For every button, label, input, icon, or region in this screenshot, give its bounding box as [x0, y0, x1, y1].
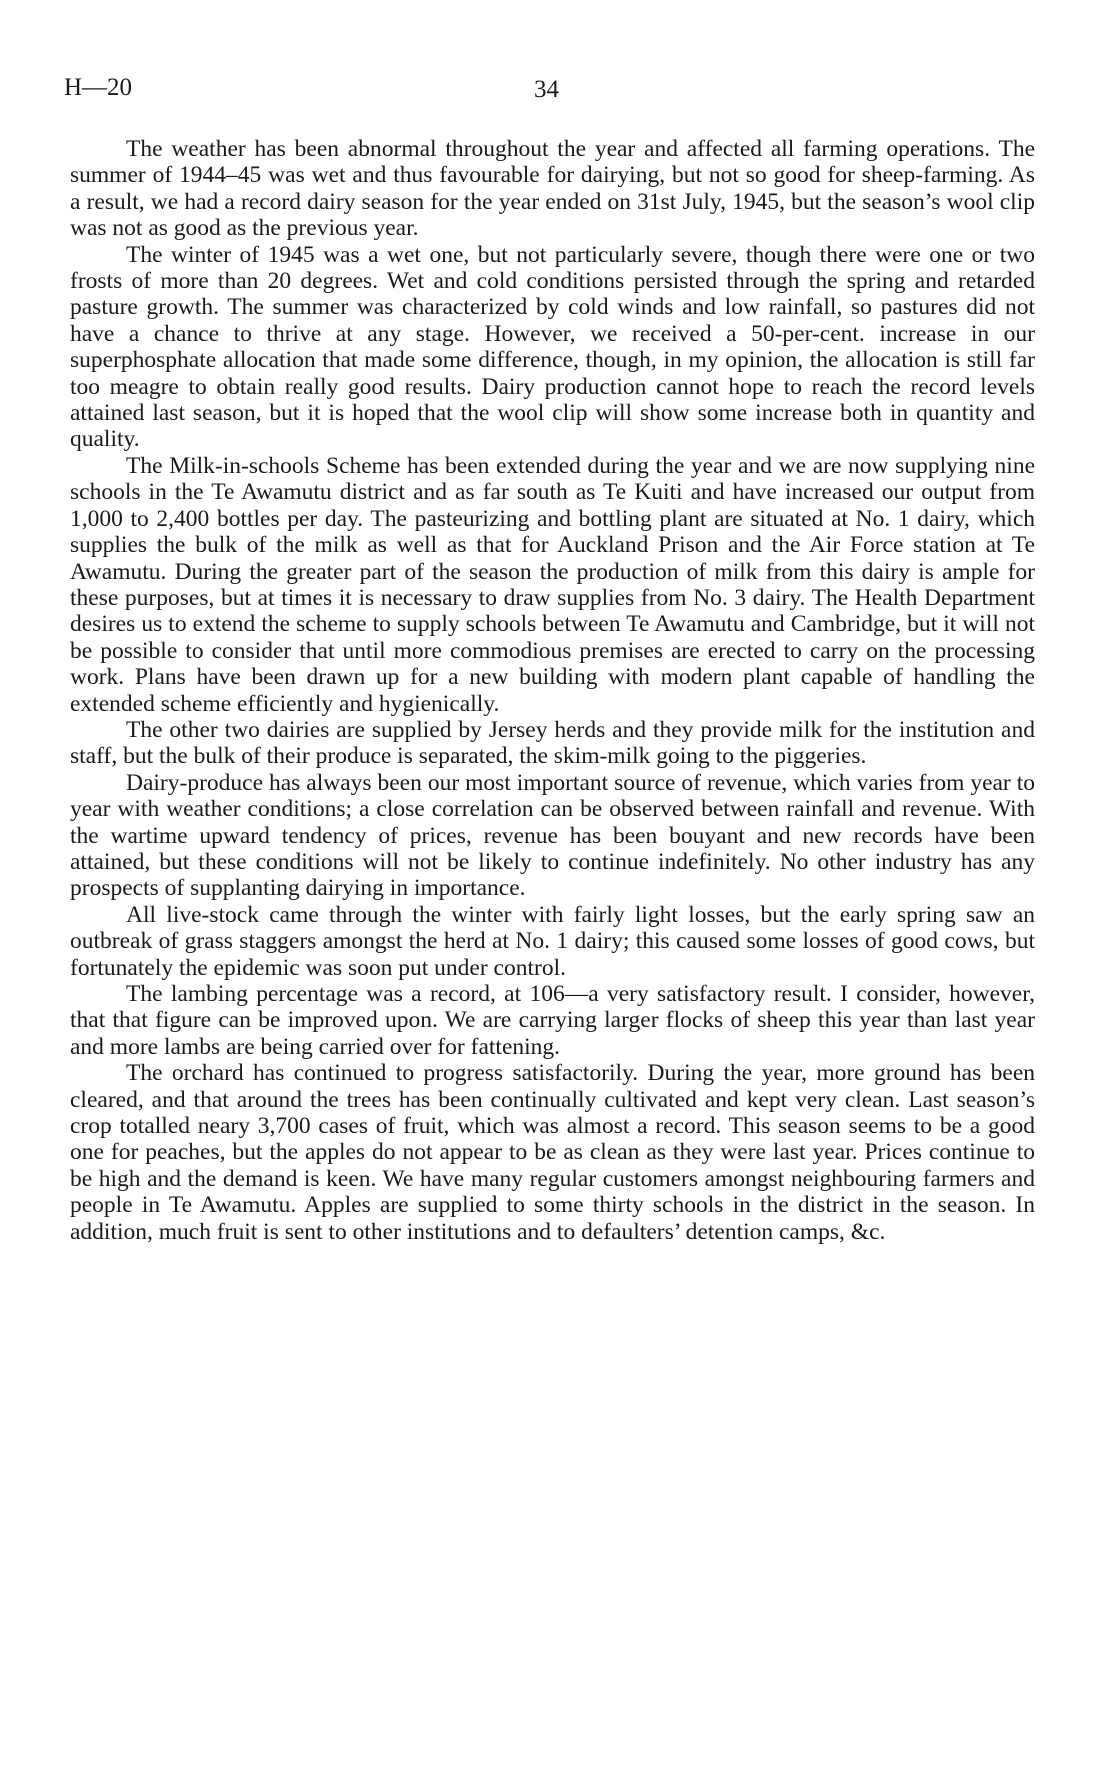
paragraph-live-stock: All live-stock came through the winter with fairly light losses, but the early spring saw an outbreak of grass staggers amongst the herd at No. 1 dairy; this caused some losses of good cows, but fortunately the epidemic was soon put under control. — [70, 901, 1035, 981]
page-number: 34 — [534, 76, 559, 103]
paragraph-orchard: The orchard has continued to progress satisfactorily. During the year, more ground has been cleared, and that around the trees has been continually cultivated and kept very clean. Last season’s crop totalled neary 3,700 cases of fruit, which was almost a record. This season seems to be a good one for peaches, but the apples do not appear to be as clean as they were last year. Prices continue to be high and the demand is keen. We have many regular customers amongst neighbouring farmers and people in Te Awamutu. Apples are supplied to some thirty schools in the district in the season. In addition, much fruit is sent to other institutions and to defaulters’ detention camps, &c. — [70, 1060, 1035, 1245]
paragraph-lambing: The lambing percentage was a record, at 106—a very satisfactory result. I consider, however, that that figure can be improved upon. We are carrying larger flocks of sheep this year than last year and more lambs are being carried over for fattening. — [70, 981, 1035, 1060]
paragraph-weather: The weather has been abnormal throughout the year and affected all farming operations. The summer of 1944–45 was wet and thus favourable for dairying, but not so good for sheep-farming. As a result, we had a record dairy season for the year ended on 31st July, 1945, but the season’s wool clip was not as good as the previous year. — [70, 136, 1035, 242]
paragraph-other-dairies: The other two dairies are supplied by Jersey herds and they provide milk for the institution and staff, but the bulk of their produce is separated, the skim-milk going to the piggeries. — [70, 716, 1035, 770]
paragraph-dairy-produce: Dairy-produce has always been our most important source of revenue, which varies from year to year with weather conditions; a close correlation can be observed between rainfall and revenue. With the wartime upward tendency of prices, revenue has been bouyant and new records have been attained, but these conditions will not be likely to continue indefinitely. No other industry has any prospects of supplanting dairying in importance. — [70, 769, 1035, 902]
paragraph-milk-in-schools: The Milk-in-schools Scheme has been extended during the year and we are now supplying nine schools in the Te Awamutu district and as far south as Te Kuiti and have increased our output from 1,000 to 2,400 bottles per day. The pasteurizing and bottling plant are situated at No. 1 dairy, which supplies the bulk of the milk as well as that for Auckland Prison and the Air Force station at Te Awamutu. During the greater part of the season the production of milk from this dairy is ample for these purposes, but at times it is necessary to draw supplies from No. 3 dairy. The Health Department desires us to extend the scheme to supply schools between Te Awamutu and Cambridge, but it will not be possible to consider that until more commodious premises are erected to carry on the processing work. Plans have been drawn up for a new building with modern plant capable of handling the extended scheme efficiently and hygienically. — [70, 452, 1035, 717]
body-text — [70, 136, 1035, 1245]
page-header — [64, 74, 1044, 110]
document-code: H—20 — [64, 74, 133, 101]
paragraph-winter: The winter of 1945 was a wet one, but not particularly severe, though there were one or two frosts of more than 20 degrees. Wet and cold conditions persisted through the spring and retarded pasture growth. The summer was characterized by cold winds and low rainfall, so pastures did not have a chance to thrive at any stage. However, we received a 50-per-cent. increase in our superphosphate allocation that made some difference, though, in my opinion, the allocation is still far too meagre to obtain really good results. Dairy production cannot hope to reach the record levels attained last season, but it is hoped that the wool clip will show some increase both in quantity and quality. — [70, 241, 1035, 453]
